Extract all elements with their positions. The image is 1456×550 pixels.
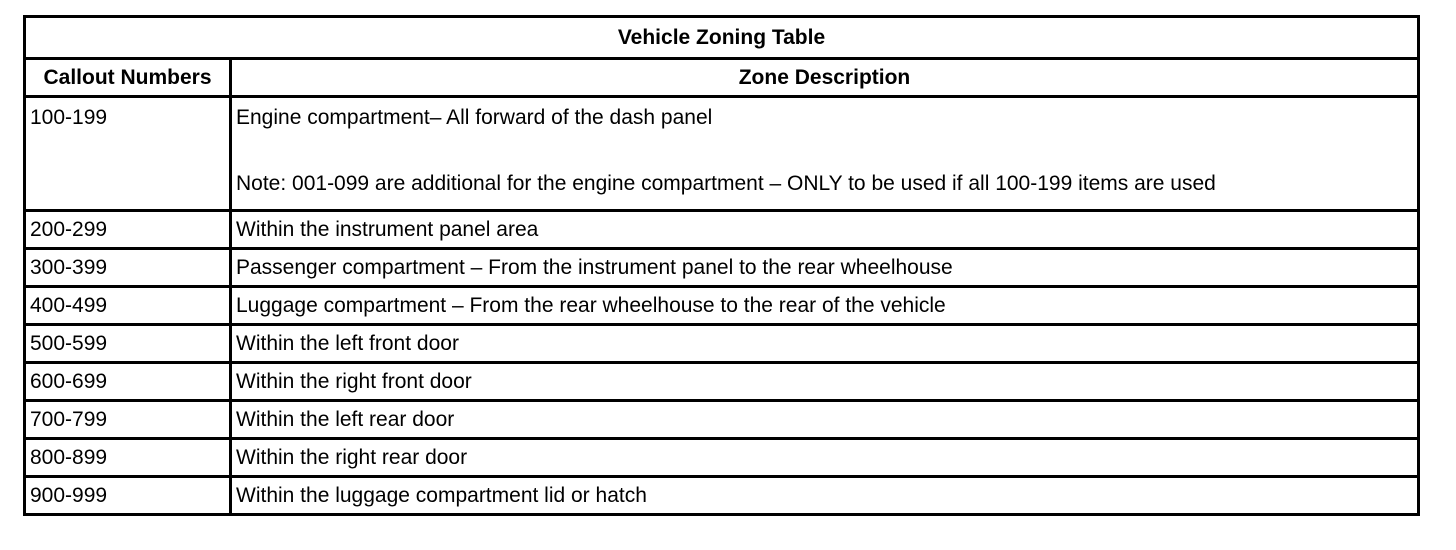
description-cell: Within the right front door xyxy=(231,363,1419,401)
vehicle-zoning-table xyxy=(23,15,1420,516)
callout-cell: 100-199 xyxy=(25,97,231,211)
callout-cell: 300-399 xyxy=(25,249,231,287)
description-cell: Within the left front door xyxy=(231,325,1419,363)
callout-cell: 600-699 xyxy=(25,363,231,401)
description-cell: Within the luggage compartment lid or hatch xyxy=(231,477,1419,515)
description-cell: Within the instrument panel area xyxy=(231,211,1419,249)
table-row xyxy=(25,363,1419,401)
callout-numbers-header: Callout Numbers xyxy=(25,59,231,97)
callout-cell: 700-799 xyxy=(25,401,231,439)
header-row xyxy=(25,59,1419,97)
description-text: Engine compartment– All forward of the dash panel xyxy=(236,106,713,129)
description-note: Note: 001-099 are additional for the engine compartment – ONLY to be used if all 100-199 items are used xyxy=(236,172,1216,195)
description-cell: Within the left rear door xyxy=(231,401,1419,439)
table-row xyxy=(25,477,1419,515)
callout-cell: 500-599 xyxy=(25,325,231,363)
callout-cell: 800-899 xyxy=(25,439,231,477)
description-cell: Luggage compartment – From the rear wheelhouse to the rear of the vehicle xyxy=(231,287,1419,325)
table-row xyxy=(25,249,1419,287)
description-cell xyxy=(231,97,1419,211)
zone-description-header: Zone Description xyxy=(231,59,1419,97)
table-row xyxy=(25,211,1419,249)
callout-cell: 200-299 xyxy=(25,211,231,249)
callout-cell: 900-999 xyxy=(25,477,231,515)
description-cell: Passenger compartment – From the instrument panel to the rear wheelhouse xyxy=(231,249,1419,287)
callout-cell: 400-499 xyxy=(25,287,231,325)
table-row xyxy=(25,325,1419,363)
table-row xyxy=(25,439,1419,477)
table-row xyxy=(25,287,1419,325)
table-row xyxy=(25,97,1419,211)
title-row xyxy=(25,17,1419,59)
table-title: Vehicle Zoning Table xyxy=(25,17,1419,59)
table-row xyxy=(25,401,1419,439)
description-cell: Within the right rear door xyxy=(231,439,1419,477)
